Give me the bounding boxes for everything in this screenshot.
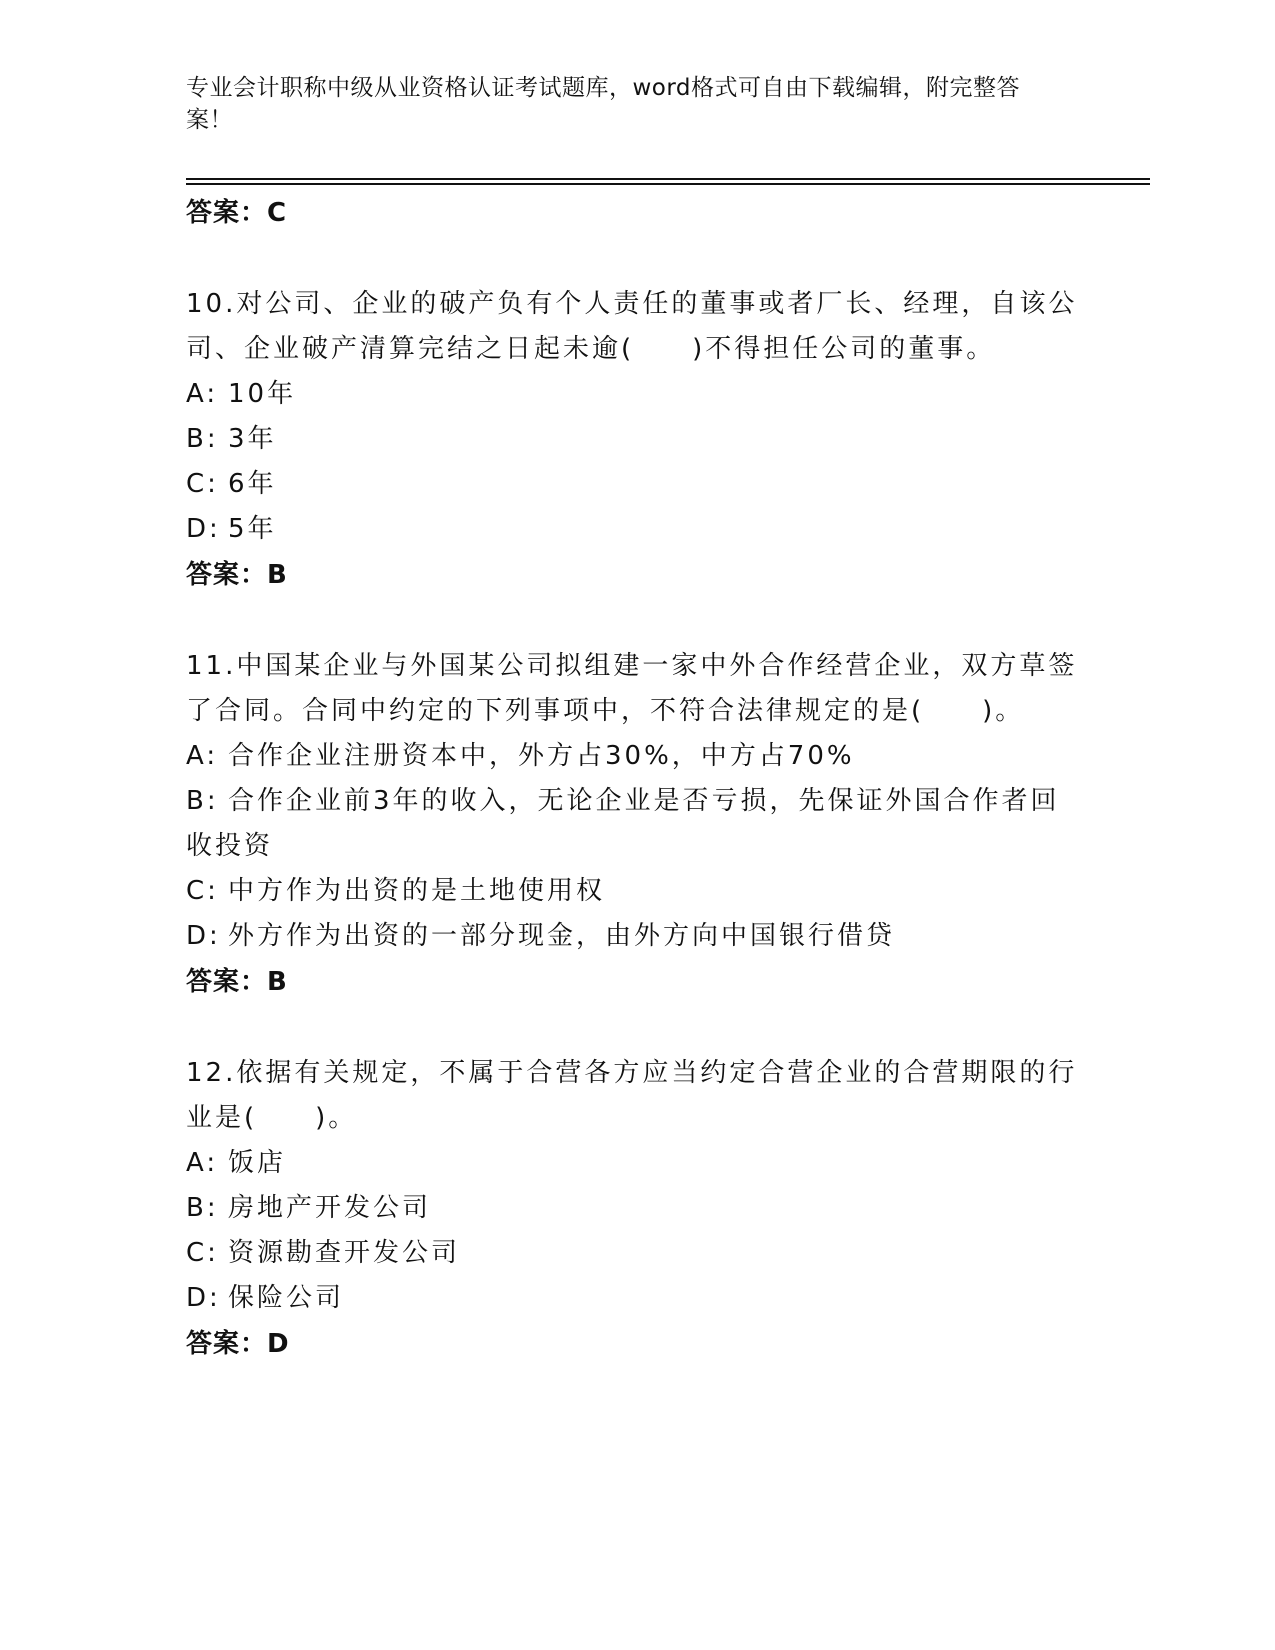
- header-rule-top: [186, 178, 1150, 180]
- option-c: C: 资源勘查开发公司: [186, 1238, 461, 1268]
- answer-line: 答案：D: [186, 1328, 290, 1359]
- question-block: [186, 282, 1086, 597]
- option-d: D: 外方作为出资的一部分现金，由外方向中国银行借贷: [186, 921, 896, 951]
- option-d: D: 5年: [186, 514, 277, 544]
- option-b: B: 合作企业前3年的收入，无论企业是否亏损，先保证外国合作者回收投资: [186, 786, 1060, 861]
- option-d: D: 保险公司: [186, 1283, 345, 1313]
- question-stem: 11.中国某企业与外国某公司拟组建一家中外合作经营企业，双方草签了合同。合同中约定的下列事项中，不符合法律规定的是( )。: [186, 651, 1078, 726]
- option-c: C: 6年: [186, 469, 277, 499]
- question-block: [186, 644, 1086, 1004]
- page-header: 专业会计职称中级从业资格认证考试题库，word格式可自由下载编辑，附完整答案！: [186, 75, 1021, 133]
- option-a: A: 10年: [186, 379, 297, 409]
- header-rule-bottom: [186, 183, 1150, 185]
- question-stem: 10.对公司、企业的破产负有个人责任的董事或者厂长、经理，自该公司、企业破产清算完结之日起未逾( )不得担任公司的董事。: [186, 289, 1078, 364]
- option-a: A: 饭店: [186, 1148, 287, 1178]
- question-block: [186, 1051, 1086, 1366]
- option-b: B: 房地产开发公司: [186, 1193, 432, 1223]
- answer-line: 答案：B: [186, 966, 288, 997]
- answer-line: 答案：B: [186, 559, 288, 590]
- previous-answer: 答案：C: [186, 197, 288, 228]
- option-b: B: 3年: [186, 424, 277, 454]
- option-c: C: 中方作为出资的是土地使用权: [186, 876, 606, 906]
- option-a: A: 合作企业注册资本中，外方占30%，中方占70%: [186, 741, 855, 771]
- question-list: [186, 190, 1086, 1366]
- question-stem: 12.依据有关规定，不属于合营各方应当约定合营企业的合营期限的行业是( )。: [186, 1058, 1078, 1133]
